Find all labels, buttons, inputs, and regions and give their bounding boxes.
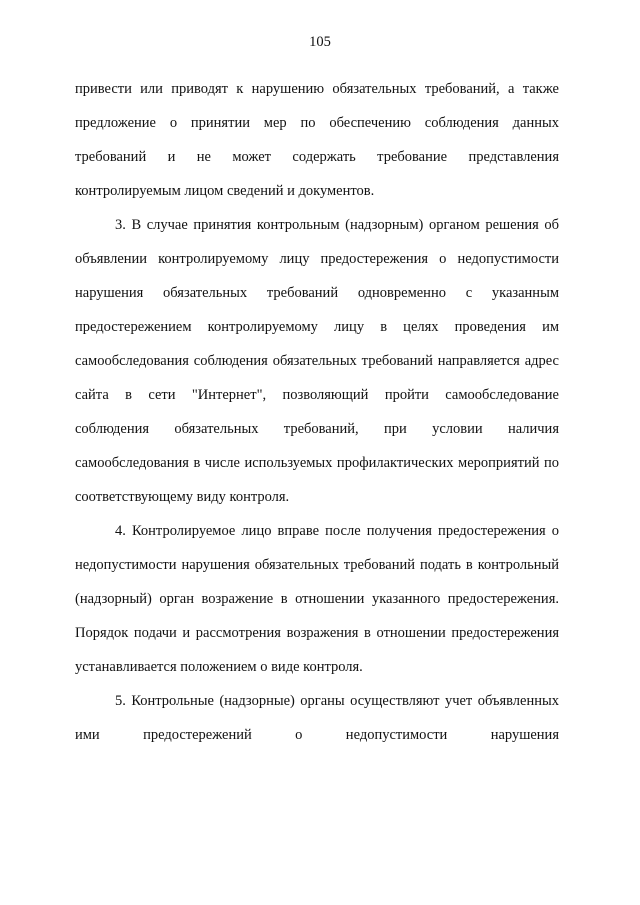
paragraph-continuation: привести или приводят к нарушению обязательных требований, а также предложение о принятии мер по обеспечению соблюдения данных требований и не может содержать требование представления контролируемым лицом сведений и документов. <box>75 81 559 199</box>
paragraph-item-4: 4. Контролируемое лицо вправе после получения предостережения о недопустимости нарушения обязательных требований подать в контрольный (надзорный) орган возражение в отношении указанного предостережения. Порядок подачи и рассмотрения возражения в отношении предостережения устанавливается положением о виде контроля. <box>75 523 559 675</box>
paragraph-item-5: 5. Контрольные (надзорные) органы осуществляют учет объявленных ими предостережений о недопустимости нарушения <box>75 693 559 743</box>
paragraph-item-3: 3. В случае принятия контрольным (надзорным) органом решения об объявлении контролируемому лицу предостережения о недопустимости нарушения обязательных требований одновременно с указанным предостережением контролируемому лицу в целях проведения им самообследования соблюдения обязательных требований направляется адрес сайта в сети "Интернет", позволяющий пройти самообследование соблюдения обязательных требований, при условии наличия самообследования в числе используемых профилактических мероприятий по соответствующему виду контроля. <box>75 217 559 505</box>
document-body <box>75 72 559 752</box>
page-number: 105 <box>309 34 331 50</box>
